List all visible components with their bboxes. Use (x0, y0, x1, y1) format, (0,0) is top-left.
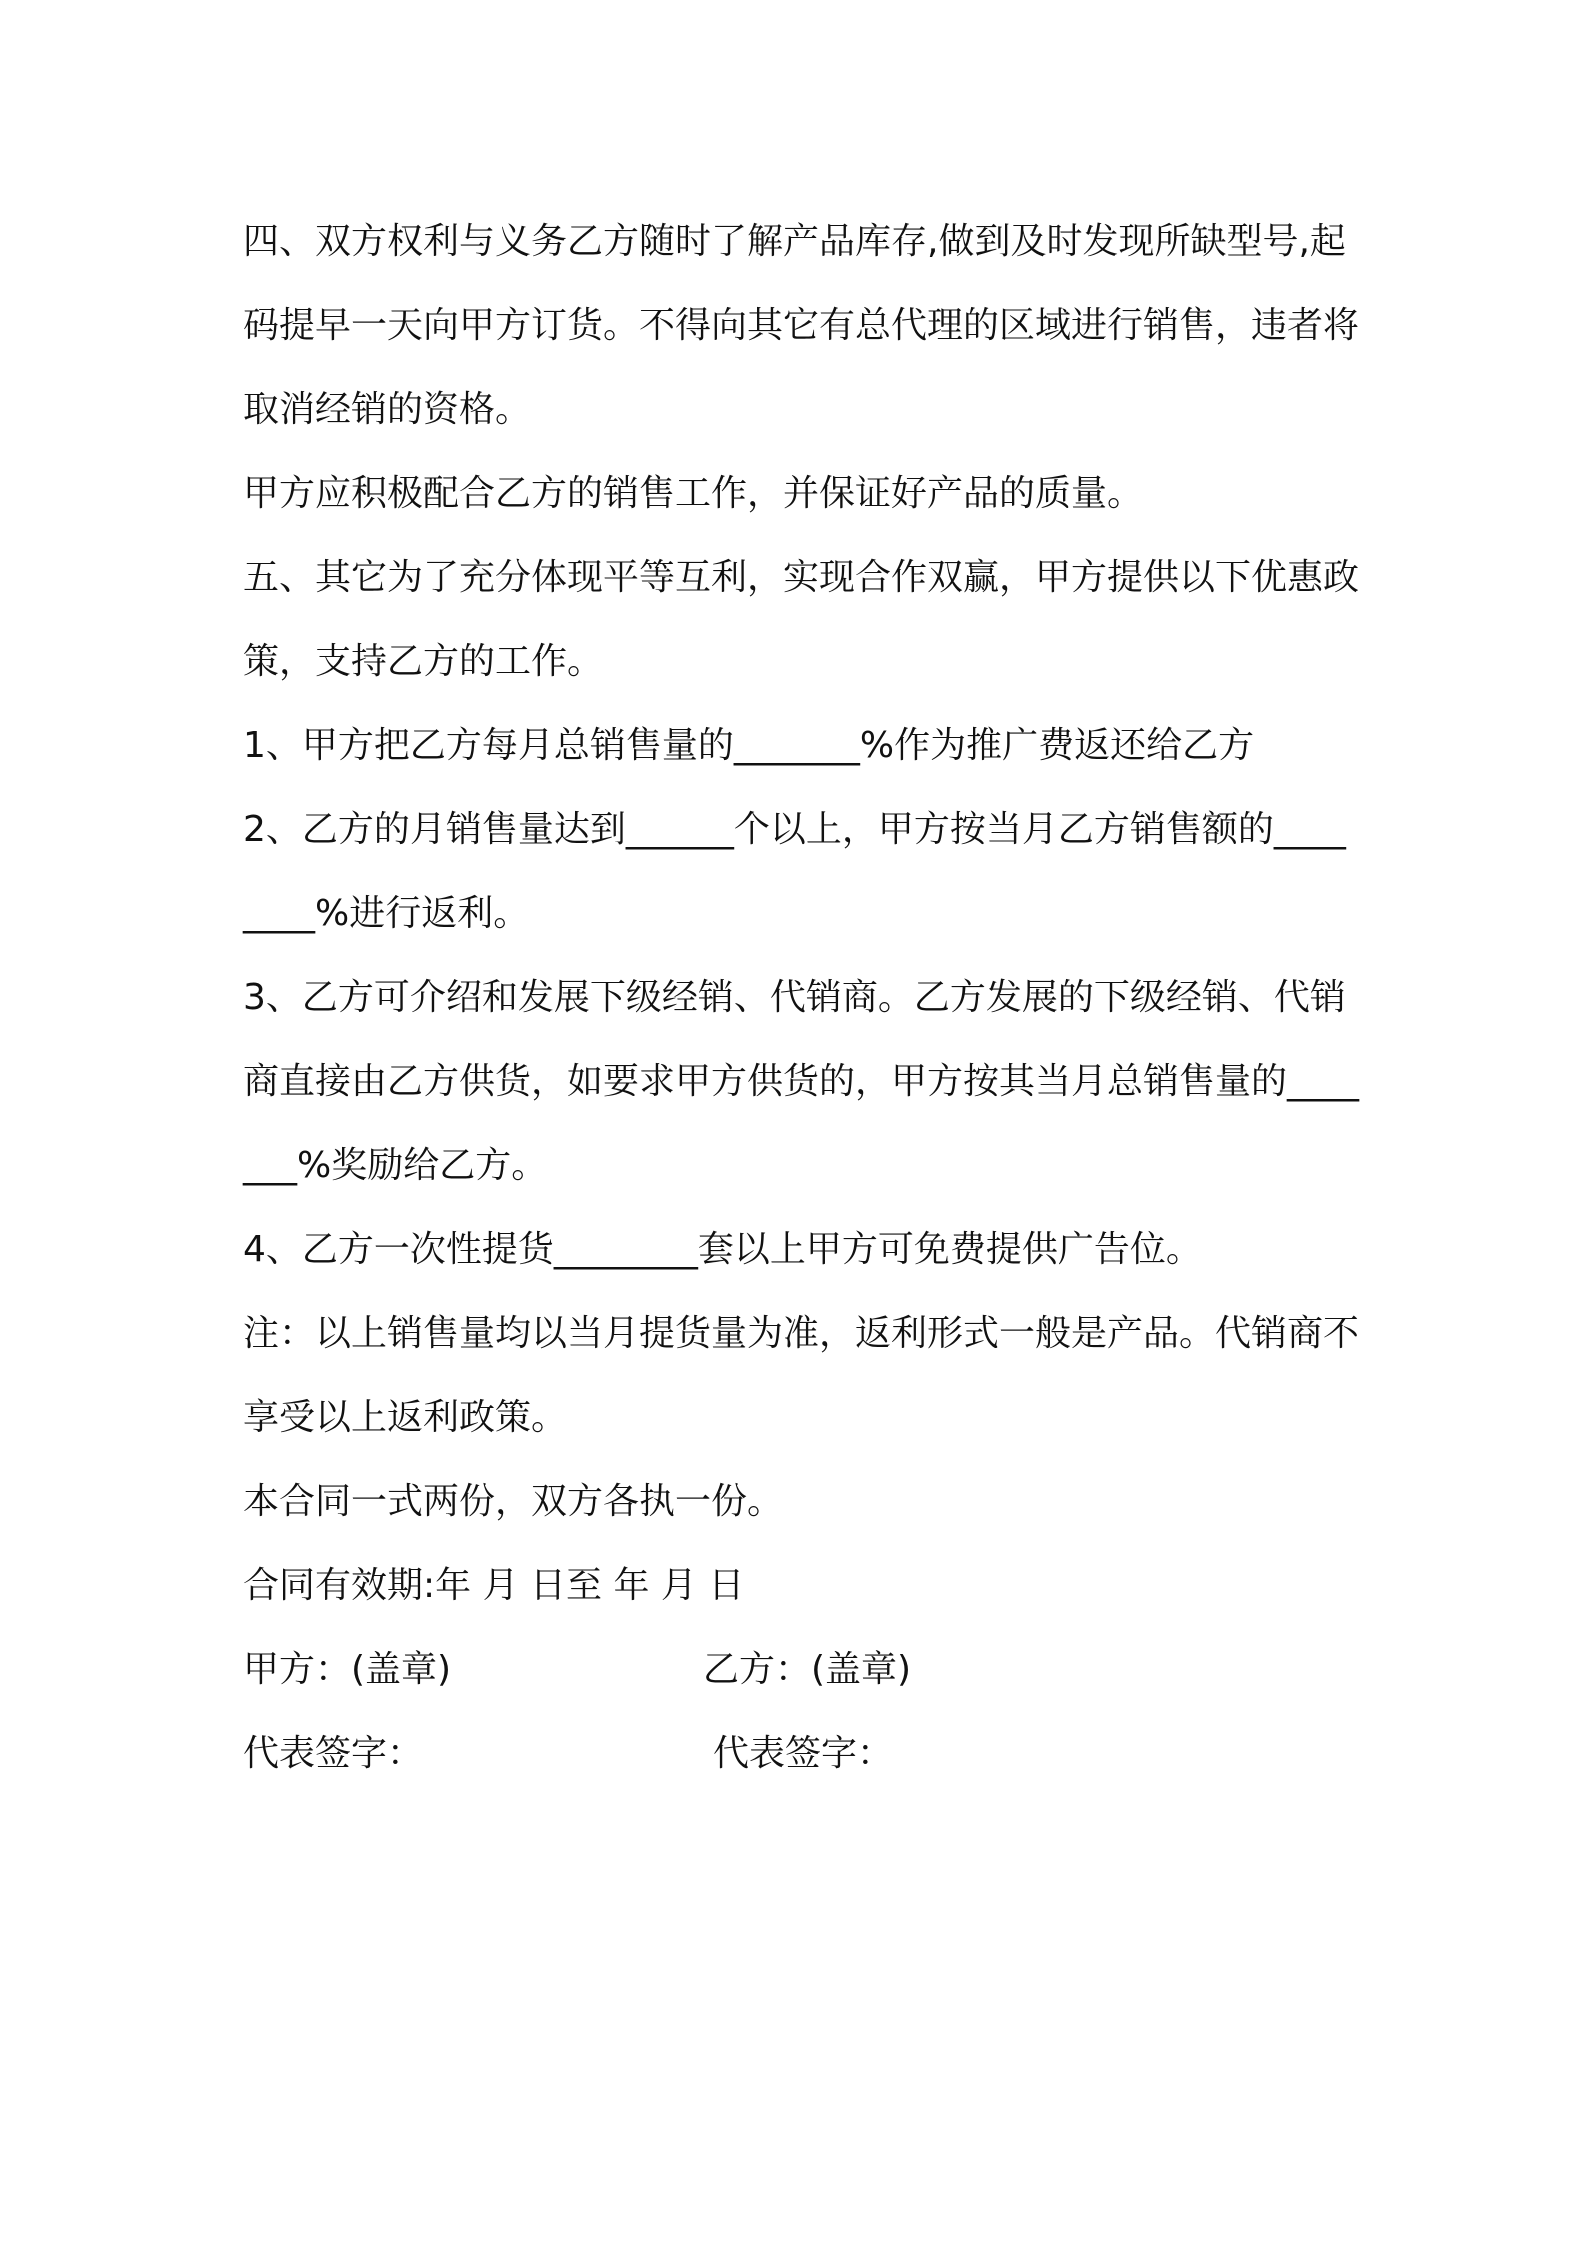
party-b-seal-label: 乙方：(盖章) (703, 1649, 912, 1690)
paragraph-item-3: 3、乙方可介绍和发展下级经销、代销商。乙方发展的下级经销、代销商直接由乙方供货，如要求甲方供货的，甲方按其当月总销售量的_______%奖励给乙方。 (243, 977, 1360, 1186)
paragraph-item-1: 1、甲方把乙方每月总销售量的_______%作为推广费返还给乙方 (243, 725, 1255, 766)
contract-body (243, 200, 1363, 1796)
seal-row (243, 1628, 1363, 1712)
paragraph-validity-period: 合同有效期:年 月 日至 年 月 日 (243, 1565, 745, 1606)
party-b-signature-label: 代表签字： (713, 1733, 894, 1774)
paragraph-rights-obligations: 四、双方权利与义务乙方随时了解产品库存,做到及时发现所缺型号,起码提早一天向甲方订货。不得向其它有总代理的区域进行销售，违者将取消经销的资格。 (243, 221, 1360, 430)
paragraph-copies: 本合同一式两份，双方各执一份。 (243, 1481, 784, 1522)
paragraph-item-2: 2、乙方的月销售量达到______个以上，甲方按当月乙方销售额的________%进行返利。 (243, 809, 1346, 934)
paragraph-other-policies: 五、其它为了充分体现平等互利，实现合作双赢，甲方提供以下优惠政策，支持乙方的工作。 (243, 557, 1360, 682)
party-a-seal-label: 甲方：(盖章) (243, 1649, 452, 1690)
party-a-signature-label: 代表签字： (243, 1733, 424, 1774)
paragraph-item-4: 4、乙方一次性提货________套以上甲方可免费提供广告位。 (243, 1229, 1202, 1270)
paragraph-note: 注：以上销售量均以当月提货量为准，返利形式一般是产品。代销商不享受以上返利政策。 (243, 1313, 1360, 1438)
paragraph-party-a-cooperation: 甲方应积极配合乙方的销售工作，并保证好产品的质量。 (243, 473, 1144, 514)
signature-row (243, 1712, 1363, 1796)
